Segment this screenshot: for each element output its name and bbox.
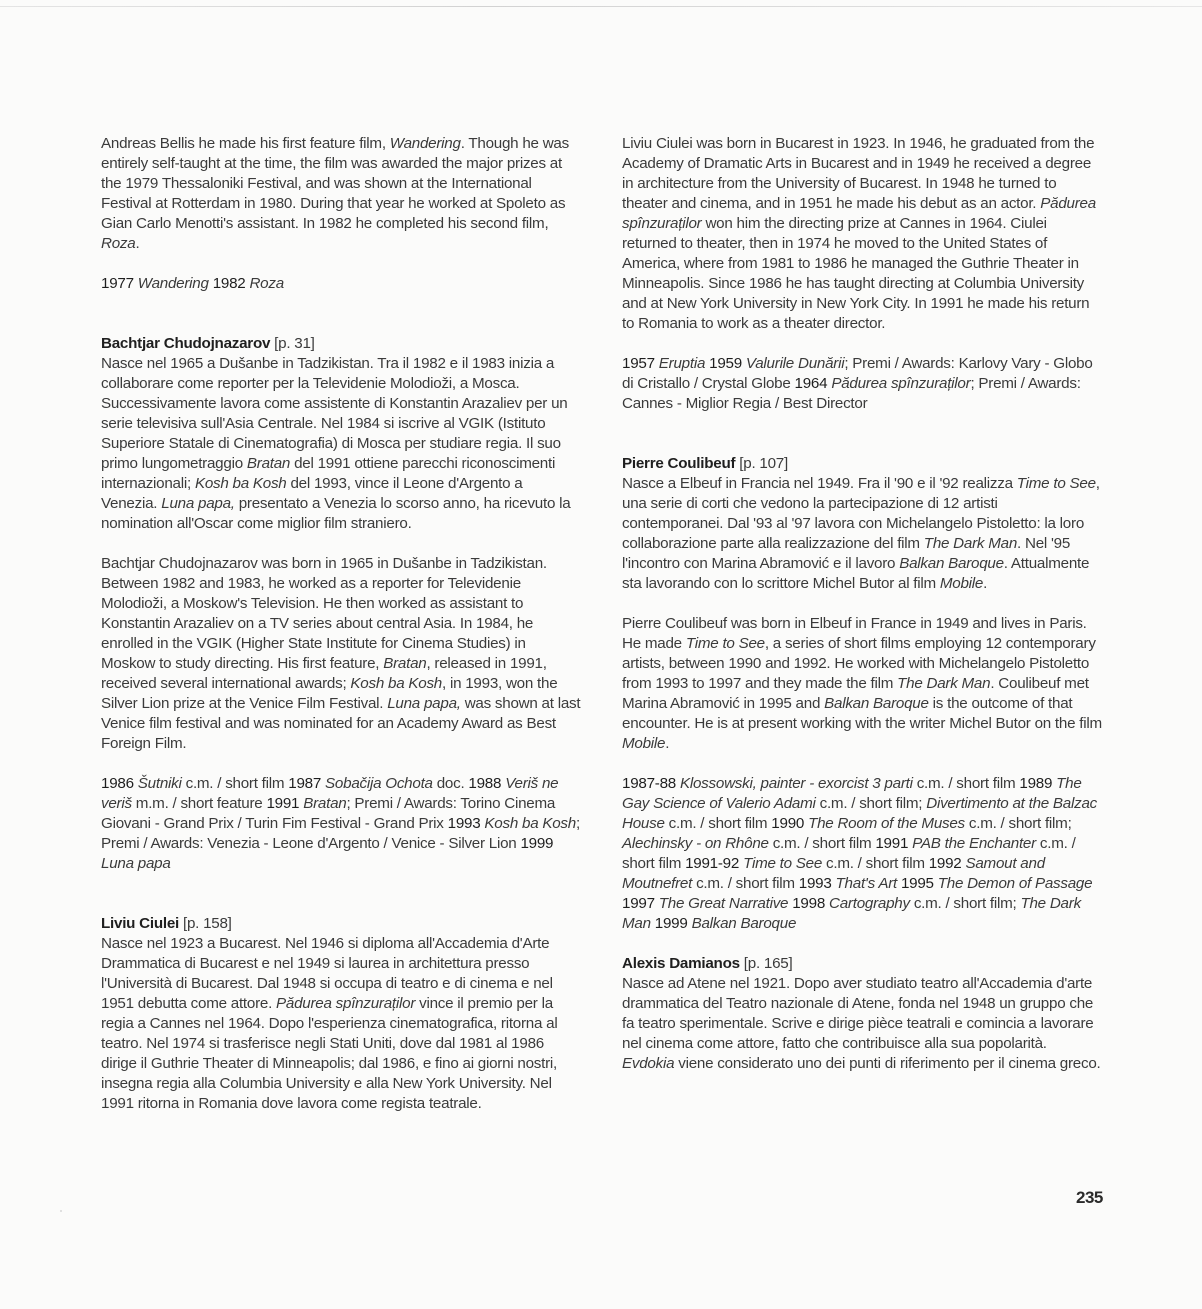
pierre-heading <box>622 454 1102 474</box>
right-column <box>622 134 1102 1074</box>
bachtjar-bio-it: Nasce nel 1965 a Dušanbe in Tadzikistan. Tra il 1982 e il 1983 inizia a collaborare come reporter per la Televidenie Molodioži, a Mosca. Successivamente lavora come assistente di Konstantin Arazaliev per un serie televisiva sull'Asia Centrale. Nel 1984 si iscrive al VGIK (Istituto Superiore Statale di Cinematografia) di Mosca per studiare regia. Il suo primo lungometraggio Bratan del 1991 ottiene parecchi riconoscimenti internazionali; Kosh ba Kosh del 1993, vince il Leone d'Argento a Venezia. Luna papa, presentato a Venezia lo scorso anno, ha ricevuto la nomination all'Oscar come miglior film straniero. <box>101 355 571 532</box>
andreas-bio-en: Andreas Bellis he made his first feature film, Wandering. Though he was entirely self-taught at the time, the film was awarded the major prizes at the 1979 Thessaloniki Festival, and was shown at the International Festival at Rotterdam in 1980. During that year he worked at Spoleto as Gian Carlo Menotti's assistant. In 1982 he completed his second film, Roza. <box>101 135 569 252</box>
liviu-bio-en: Liviu Ciulei was born in Bucarest in 1923. In 1946, he graduated from the Academy of Dramatic Arts in Bucarest and in 1949 he received a degree in architecture from the University of Bucarest. In 1948 he turned to theater and cinema, and in 1951 he made his debut as an actor. Pădurea spînzuraților won him the directing prize at Cannes in 1964. Ciulei returned to theater, then in 1974 he moved to the United States of America, where from 1981 to 1986 he managed the Guthrie Theater in Minneapolis. Since 1986 he has taught directing at Columbia University and at New York University in New York City. In 1991 he made his return to Romania to work as a theater director. <box>622 135 1096 332</box>
bachtjar-bio-en: Bachtjar Chudojnazarov was born in 1965 in Dušanbe in Tadzikistan. Between 1982 and 1983, he worked as a reporter for Televidenie Molodioži, a Moskow's Television. He then worked as assistant to Konstantin Arazaliev on a TV series about central Asia. In 1984, he enrolled in the VGIK (Higher State Institute for Cinema Studies) in Moskow to study directing. His first feature, Bratan, released in 1991, received several international awards; Kosh ba Kosh, in 1993, won the Silver Lion prize at the Venice Film Festival. Luna papa, was shown at last Venice film festival and was nominated for an Academy Award as Best Foreign Film. <box>101 555 581 752</box>
bachtjar-heading <box>101 334 581 354</box>
bachtjar-filmography: 1986 Šutniki c.m. / short film 1987 Sobačija Ochota doc. 1988 Veriš ne veriš m.m. / short feature 1991 Bratan; Premi / Awards: Torino Cinema Giovani - Grand Prix / Turin Fim Festival - Grand Prix 1993 Kosh ba Kosh; Premi / Awards: Venezia - Leone d'Argento / Venice - Silver Lion 1999 Luna papa <box>101 775 580 872</box>
page-reference: [p. 107] <box>735 455 788 472</box>
liviu-heading <box>101 914 581 934</box>
director-name: Bachtjar Chudojnazarov <box>101 335 271 352</box>
andreas-filmography: 1977 Wandering 1982 Roza <box>101 275 284 292</box>
pierre-bio-en: Pierre Coulibeuf was born in Elbeuf in France in 1949 and lives in Paris. He made Time to See, a series of short films employing 12 contemporary artists, between 1990 and 1992. He worked with Michelangelo Pistoletto from 1993 to 1997 and they made the film The Dark Man. Coulibeuf met Marina Abramović in 1995 and Balkan Baroque is the outcome of that encounter. He is at present working with the writer Michel Butor on the film Mobile. <box>622 615 1102 752</box>
liviu-bio-it: Nasce nel 1923 a Bucarest. Nel 1946 si diploma all'Accademia d'Arte Drammatica di Bucarest e nel 1949 si laurea in architettura presso l'Università di Bucarest. Dal 1948 si occupa di teatro e di cinema e nel 1951 debutta come attore. Pădurea spînzuraților vince il premio per la regia a Cannes nel 1964. Dopo l'esperienza cinematografica, ritorna al teatro. Nel 1974 si trasferisce negli Stati Uniti, dove dal 1981 al 1986 dirige il Guthrie Theater di Minneapolis; dal 1986, e fino ai giorni nostri, insegna regia alla Columbia University e alla New York University. Nel 1991 ritorna in Romania dove lavora come regista teatrale. <box>101 935 558 1112</box>
pierre-bio-it: Nasce a Elbeuf in Francia nel 1949. Fra il '90 e il '92 realizza Time to See, una serie di corti che vedono la partecipazione di 12 artisti contemporanei. Dal '93 al '97 lavora con Michelangelo Pistoletto: la loro collaborazione parte alla realizzazione del film The Dark Man. Nel '95 l'incontro con Marina Abramović e il lavoro Balkan Baroque. Attualmente sta lavorando con lo scrittore Michel Butor al film Mobile. <box>622 475 1100 592</box>
top-rule <box>0 6 1202 7</box>
left-column <box>101 134 581 1114</box>
page-reference: [p. 158] <box>179 915 232 932</box>
liviu-filmography: 1957 Eruptia 1959 Valurile Dunării; Premi / Awards: Karlovy Vary - Globo di Cristallo / Crystal Globe 1964 Pădurea spînzuraților; Premi / Awards: Cannes - Miglior Regia / Best Director <box>622 355 1093 412</box>
paper-speck <box>60 1210 62 1212</box>
alexis-heading <box>622 954 1102 974</box>
page-reference: [p. 31] <box>270 335 315 352</box>
director-name: Alexis Damianos <box>622 955 740 972</box>
page-reference: [p. 165] <box>739 955 793 972</box>
alexis-bio-it: Nasce ad Atene nel 1921. Dopo aver studiato teatro all'Accademia d'arte drammatica del Teatro nazionale di Atene, fonda nel 1948 un gruppo che fa teatro sperimentale. Scrive e dirige pièce teatrali e comincia a lavorare nel cinema come attore, fatto che contribuisce alla sua popolarità. Evdokia viene considerato uno dei punti di riferimento per il cinema greco. <box>622 975 1101 1072</box>
page-number: 235 <box>1076 1188 1103 1207</box>
director-name: Liviu Ciulei <box>101 915 180 932</box>
pierre-filmography: 1987-88 Klossowski, painter - exorcist 3 parti c.m. / short film 1989 The Gay Science of Valerio Adami c.m. / short film; Divertimento at the Balzac House c.m. / short film 1990 The Room of the Muses c.m. / short film; Alechinsky - on Rhône c.m. / short film 1991 PAB the Enchanter c.m. / short film 1991-92 Time to See c.m. / short film 1992 Samout and Moutnefret c.m. / short film 1993 That's Art 1995 The Demon of Passage 1997 The Great Narrative 1998 Cartography c.m. / short film; The Dark Man 1999 Balkan Baroque <box>622 775 1098 932</box>
director-name: Pierre Coulibeuf <box>622 455 736 472</box>
